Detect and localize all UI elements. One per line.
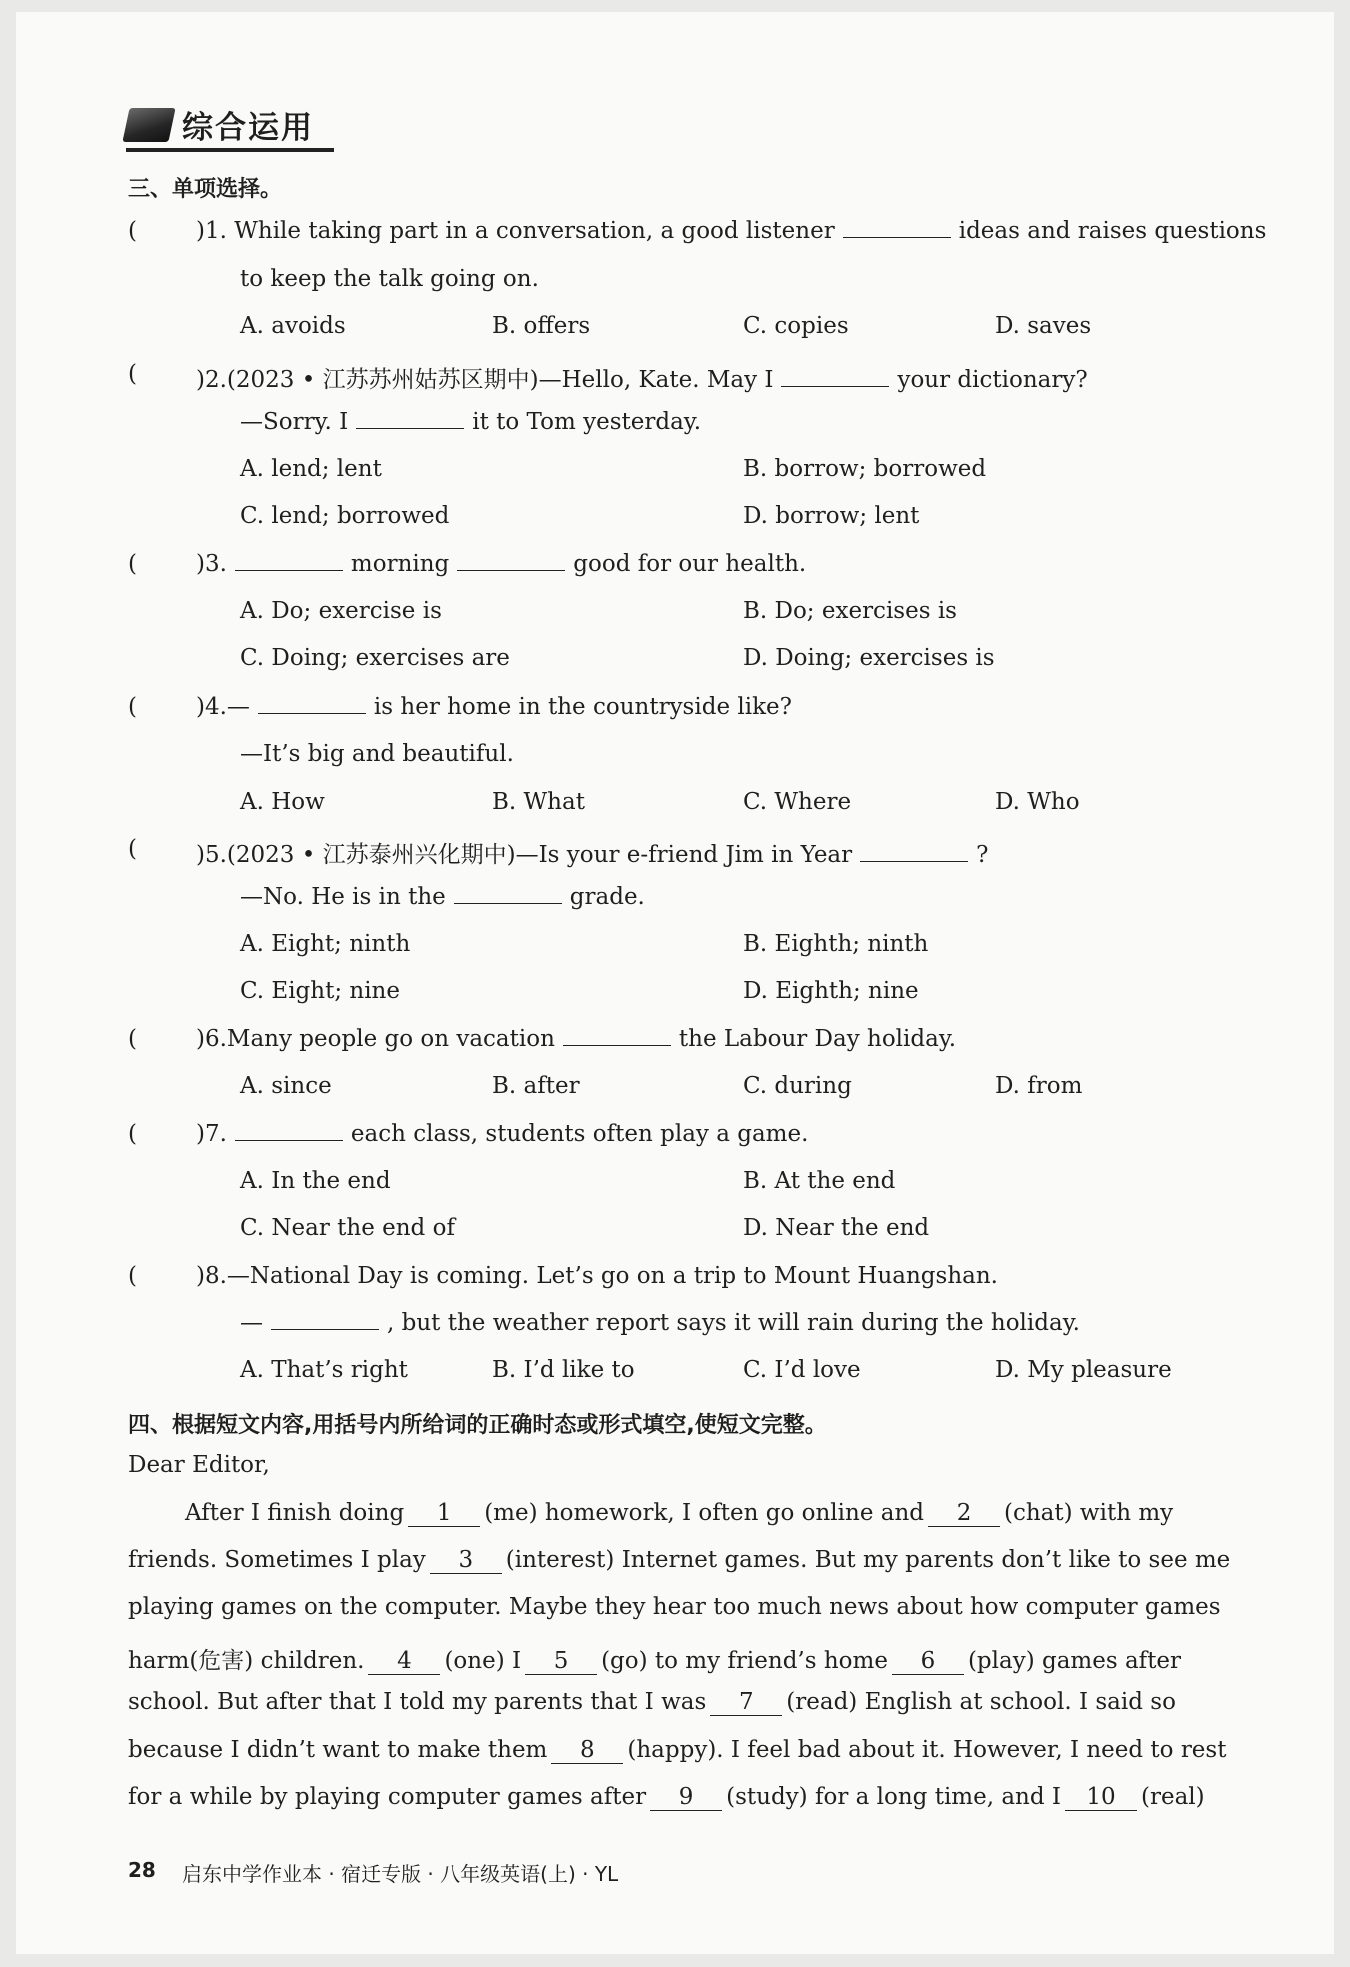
blank-9: 9 <box>650 1784 722 1811</box>
page-number: 28 <box>128 1858 156 1882</box>
q6-blank <box>563 1044 671 1046</box>
q1-paren: ( <box>128 218 137 244</box>
q7-option-c: C. Near the end of <box>240 1215 455 1241</box>
letter-l2-a: friends. Sometimes I play <box>128 1547 426 1573</box>
letter-l4-d: (play) games after <box>967 1648 1182 1674</box>
q5-option-b: B. Eighth; ninth <box>743 931 929 957</box>
letter-l4-a: harm(危害) children. <box>128 1648 365 1674</box>
q6-paren: ( <box>128 1026 137 1052</box>
q8-stem <box>196 1263 998 1289</box>
q4-blank <box>258 712 366 714</box>
q7-paren: ( <box>128 1121 137 1147</box>
letter-l1-a: After I finish doing <box>185 1500 405 1526</box>
q7-stem <box>196 1121 808 1147</box>
q3-number: )3. <box>196 551 227 577</box>
q6-number: )6. <box>196 1026 227 1052</box>
q8-option-d: D. My pleasure <box>995 1357 1172 1383</box>
q5-text: —Is your e-friend Jim in Year <box>515 842 853 868</box>
q2-reply-pre: —Sorry. I <box>240 409 349 435</box>
letter-l5-a: school. But after that I told my parents that I was <box>128 1689 707 1715</box>
q1-line2: to keep the talk going on. <box>240 266 539 292</box>
q5-reply-post: grade. <box>569 884 645 910</box>
letter-line-4 <box>128 1642 1181 1675</box>
blank-5: 5 <box>525 1648 597 1675</box>
q1-stem <box>196 218 1266 244</box>
q4-text-post: is her home in the countryside like? <box>373 694 792 720</box>
q2-text: —Hello, Kate. May I <box>538 367 774 393</box>
blank-1: 1 <box>408 1500 480 1527</box>
q7-number: )7. <box>196 1121 227 1147</box>
footer-title: 启东中学作业本 · 宿迁专版 · 八年级英语(上) · YL <box>182 1862 619 1886</box>
letter-line-2 <box>128 1547 1230 1574</box>
q2-reply-blank <box>356 427 464 429</box>
q5-reply-blank <box>454 902 562 904</box>
letter-line-5 <box>128 1689 1176 1716</box>
q1-option-d: D. saves <box>995 313 1092 339</box>
q8-paren: ( <box>128 1263 137 1289</box>
q1-number: )1. <box>196 218 227 244</box>
letter-l7-a: for a while by playing computer games after <box>128 1784 647 1810</box>
q3-stem <box>196 551 806 577</box>
section-banner <box>126 98 336 156</box>
q5-reply-pre: —No. He is in the <box>240 884 446 910</box>
blank-3: 3 <box>430 1547 502 1574</box>
q6-option-d: D. from <box>995 1073 1083 1099</box>
banner-block-icon <box>122 108 175 142</box>
q2-reply-post: it to Tom yesterday. <box>472 409 702 435</box>
letter-greeting: Dear Editor, <box>128 1452 270 1478</box>
letter-l4-c: (go) to my friend’s home <box>601 1648 888 1674</box>
q4-option-b: B. What <box>492 789 585 815</box>
q2-option-d: D. borrow; lent <box>743 503 920 529</box>
q5-text-post: ? <box>976 842 989 868</box>
blank-8: 8 <box>551 1737 623 1764</box>
banner-underline <box>126 148 334 152</box>
q4-option-a: A. How <box>240 789 325 815</box>
q3-paren: ( <box>128 551 137 577</box>
q6-option-b: B. after <box>492 1073 580 1099</box>
q3-option-c: C. Doing; exercises are <box>240 645 510 671</box>
letter-line-7 <box>128 1784 1205 1811</box>
q6-text-post: the Labour Day holiday. <box>678 1026 957 1052</box>
q3-blank-2 <box>457 569 565 571</box>
q7-text-post: each class, students often play a game. <box>350 1121 809 1147</box>
letter-l4-b: (one) I <box>444 1648 522 1674</box>
letter-l7-c: (real) <box>1140 1784 1205 1810</box>
letter-l7-b: (study) for a long time, and I <box>726 1784 1061 1810</box>
q2-paren: ( <box>128 361 137 387</box>
blank-4: 4 <box>368 1648 440 1675</box>
q4-stem <box>196 694 792 720</box>
q1-option-b: B. offers <box>492 313 591 339</box>
q3-blank-1 <box>235 569 343 571</box>
q4-dash: — <box>226 694 250 720</box>
q1-option-a: A. avoids <box>240 313 346 339</box>
blank-10: 10 <box>1065 1784 1137 1811</box>
q2-stem <box>196 361 1088 394</box>
q6-option-c: C. during <box>743 1073 852 1099</box>
q2-option-a: A. lend; lent <box>240 456 382 482</box>
q1-text: While taking part in a conversation, a good listener <box>234 218 835 244</box>
q8-option-c: C. I’d love <box>743 1357 861 1383</box>
q5-option-d: D. Eighth; nine <box>743 978 919 1004</box>
q7-option-b: B. At the end <box>743 1168 896 1194</box>
section-4-title: 四、根据短文内容,用括号内所给词的正确时态或形式填空,使短文完整。 <box>128 1413 827 1438</box>
q5-blank <box>860 860 968 862</box>
q3-option-b: B. Do; exercises is <box>743 598 957 624</box>
q4-reply: —It’s big and beautiful. <box>240 741 514 767</box>
blank-7: 7 <box>710 1689 782 1716</box>
q7-option-d: D. Near the end <box>743 1215 930 1241</box>
q6-stem <box>196 1026 956 1052</box>
q3-text-post: good for our health. <box>573 551 807 577</box>
letter-l6-b: (happy). I feel bad about it. However, I need to rest <box>627 1737 1227 1763</box>
q8-number: )8. <box>196 1263 227 1289</box>
q4-option-d: D. Who <box>995 789 1080 815</box>
q5-stem <box>196 836 988 869</box>
q1-option-c: C. copies <box>743 313 849 339</box>
q4-paren: ( <box>128 694 137 720</box>
letter-line-3: playing games on the computer. Maybe they hear too much news about how computer games <box>128 1594 1221 1620</box>
q2-source: (2023 • 江苏苏州姑苏区期中) <box>226 367 539 393</box>
section-3-title: 三、单项选择。 <box>128 177 283 202</box>
q8-reply-blank <box>271 1328 379 1330</box>
q6-option-a: A. since <box>240 1073 332 1099</box>
q7-option-a: A. In the end <box>240 1168 391 1194</box>
q8-option-b: B. I’d like to <box>492 1357 635 1383</box>
q8-reply-post: , but the weather report says it will rain during the holiday. <box>387 1310 1080 1336</box>
q2-option-b: B. borrow; borrowed <box>743 456 987 482</box>
q6-text: Many people go on vacation <box>226 1026 555 1052</box>
q5-option-a: A. Eight; ninth <box>240 931 411 957</box>
letter-line-1 <box>185 1500 1173 1527</box>
letter-l6-a: because I didn’t want to make them <box>128 1737 548 1763</box>
letter-l1-b: (me) homework, I often go online and <box>484 1500 925 1526</box>
q5-option-c: C. Eight; nine <box>240 978 400 1004</box>
letter-l5-b: (read) English at school. I said so <box>786 1689 1176 1715</box>
q4-number: )4. <box>196 694 227 720</box>
letter-l2-b: (interest) Internet games. But my parents don’t like to see me <box>505 1547 1231 1573</box>
q2-text-post: your dictionary? <box>897 367 1088 393</box>
q8-reply <box>240 1310 1080 1336</box>
q1-blank <box>843 236 951 238</box>
q8-text: —National Day is coming. Let’s go on a trip to Mount Huangshan. <box>226 1263 998 1289</box>
q5-source: (2023 • 江苏泰州兴化期中) <box>226 842 516 868</box>
blank-2: 2 <box>928 1500 1000 1527</box>
q4-option-c: C. Where <box>743 789 852 815</box>
letter-line-6 <box>128 1737 1226 1764</box>
q2-blank <box>781 385 889 387</box>
q5-reply <box>240 884 645 910</box>
banner-title: 综合运用 <box>182 110 314 146</box>
q5-number: )5. <box>196 842 227 868</box>
q3-option-d: D. Doing; exercises is <box>743 645 995 671</box>
q2-reply <box>240 409 701 435</box>
q3-option-a: A. Do; exercise is <box>240 598 442 624</box>
letter-l1-c: (chat) with my <box>1004 1500 1174 1526</box>
q7-blank <box>235 1139 343 1141</box>
q8-reply-dash: — <box>240 1310 263 1336</box>
blank-6: 6 <box>892 1648 964 1675</box>
q2-number: )2. <box>196 367 227 393</box>
q2-option-c: C. lend; borrowed <box>240 503 450 529</box>
q1-text-post: ideas and raises questions <box>958 218 1267 244</box>
q8-option-a: A. That’s right <box>240 1357 408 1383</box>
q3-text-mid: morning <box>350 551 450 577</box>
q5-paren: ( <box>128 836 137 862</box>
